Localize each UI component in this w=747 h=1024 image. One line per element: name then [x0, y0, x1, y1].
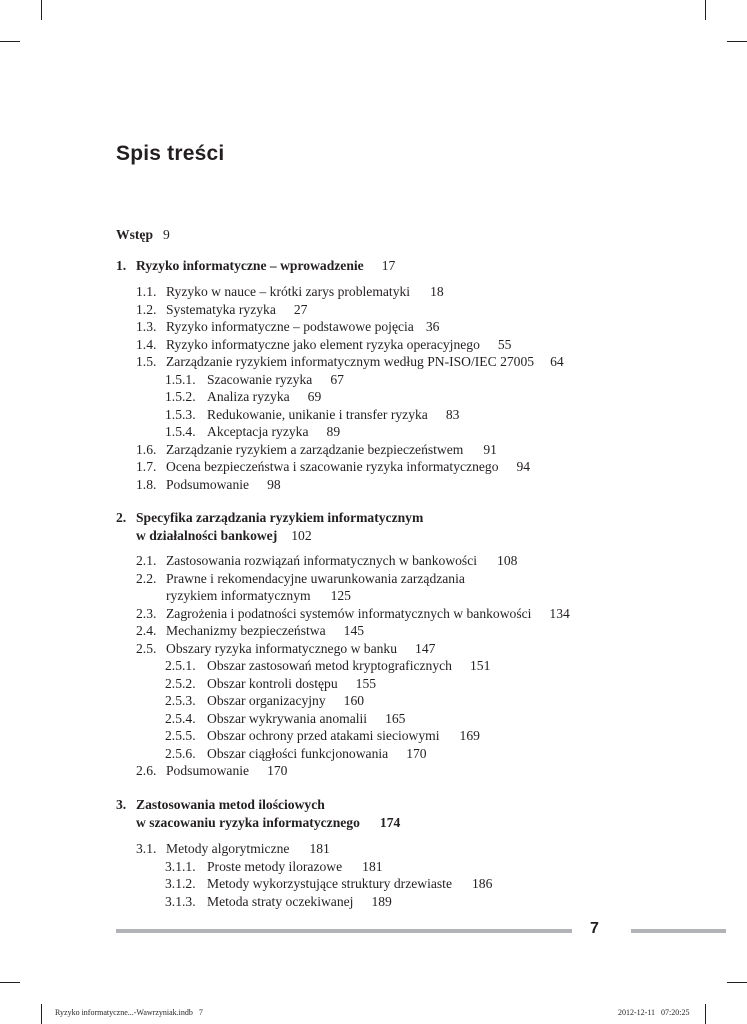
- entry-page: 91: [483, 441, 497, 457]
- toc-entry: [136, 476, 281, 494]
- chapter-number: 1.: [116, 258, 127, 273]
- entry-page: 151: [469, 658, 491, 673]
- entry-title: Podsumowanie: [166, 476, 250, 492]
- entry-number: 2.5.5.: [165, 728, 196, 743]
- toc-intro-page: 9: [163, 227, 170, 242]
- toc-subentry: [165, 745, 427, 763]
- entry-title: Proste metody ilorazowe: [207, 858, 343, 874]
- entry-page: 89: [326, 424, 341, 439]
- entry-page: 189: [371, 893, 392, 909]
- toc-subentry: [165, 675, 376, 693]
- entry-title: Obszar ciągłości funkcjonowania: [207, 745, 389, 761]
- entry-page: 181: [309, 841, 330, 856]
- toc-subentry: [165, 858, 383, 876]
- toc-chapter-2-cont: [136, 527, 312, 545]
- entry-page: 170: [406, 745, 427, 761]
- entry-number: 2.4.: [136, 623, 157, 638]
- toc-entry: [136, 622, 364, 640]
- entry-title: Ryzyko informatyczne jako element ryzyka operacyjnego: [166, 336, 480, 352]
- toc-entry: [136, 570, 465, 588]
- entry-page: 160: [343, 693, 365, 708]
- chapter-title: Zastosowania metod ilościowych: [136, 797, 325, 812]
- entry-number: 1.5.2.: [165, 389, 196, 404]
- entry-title: Zarządzanie ryzykiem informatycznym według PN-ISO/IEC 27005: [166, 354, 535, 369]
- entry-page: 55: [497, 336, 512, 352]
- entry-title: Szacowanie ryzyka: [207, 371, 313, 387]
- crop-mark: [705, 0, 706, 20]
- entry-number: 2.2.: [136, 570, 157, 586]
- entry-title: Ryzyko w nauce – krótki zarys problematyki: [166, 284, 411, 299]
- entry-page: 186: [472, 876, 493, 891]
- toc-subentry: [165, 657, 490, 675]
- entry-page: 108: [497, 553, 518, 568]
- entry-number: 1.5.4.: [165, 424, 196, 439]
- entry-title: Prawne i rekomendacyjne uwarunkowania zarządzania: [166, 570, 465, 586]
- entry-title: Obszar organizacyjny: [207, 693, 326, 708]
- toc-chapter-2: [116, 509, 423, 527]
- toc-subentry: [165, 710, 405, 728]
- entry-page: 169: [459, 728, 480, 743]
- slug-file: Ryzyko informatyczne...-Wawrzyniak.indb 7: [55, 1008, 203, 1017]
- entry-page: 165: [385, 710, 406, 726]
- entry-number: 3.1.2.: [165, 876, 196, 891]
- entry-page: 83: [445, 406, 460, 422]
- chapter-title: Ryzyko informatyczne – wprowadzenie: [136, 258, 364, 273]
- entry-number: 1.5.: [136, 354, 157, 369]
- toc-subentry: [165, 371, 344, 389]
- crop-mark: [727, 982, 747, 983]
- entry-title: Obszar zastosowań metod kryptograficznych: [207, 658, 452, 673]
- entry-page: 125: [330, 588, 351, 603]
- entry-number: 2.5.4.: [165, 710, 196, 726]
- entry-title: Mechanizmy bezpieczeństwa: [166, 623, 326, 638]
- entry-title: Metoda straty oczekiwanej: [207, 893, 354, 909]
- crop-mark: [41, 0, 42, 20]
- toc-subentry: [165, 406, 459, 424]
- entry-title: Metody algorytmiczne: [166, 841, 290, 856]
- entry-number: 1.5.3.: [165, 406, 196, 422]
- toc-entry: [136, 353, 564, 371]
- chapter-page: 174: [379, 814, 401, 830]
- entry-title: Ryzyko informatyczne – podstawowe pojęcia: [166, 319, 414, 334]
- entry-number: 1.1.: [136, 284, 157, 299]
- toc-intro-label: Wstęp: [116, 227, 154, 242]
- entry-title: Ocena bezpieczeństwa i szacowanie ryzyka informatycznego: [166, 459, 499, 474]
- entry-title: Systematyka ryzyka: [166, 301, 276, 317]
- toc-entry: [136, 336, 511, 354]
- toc-entry: [136, 301, 307, 319]
- chapter-title: Specyfika zarządzania ryzykiem informatycznym: [136, 510, 424, 525]
- toc-subentry: [165, 423, 340, 441]
- entry-number: 1.2.: [136, 301, 157, 317]
- entry-title: Zastosowania rozwiązań informatycznych w bankowości: [166, 553, 478, 568]
- toc-chapter-1: [116, 257, 395, 275]
- toc-entry: [136, 640, 435, 658]
- entry-number: 2.5.6.: [165, 745, 196, 761]
- entry-number: 2.5.3.: [165, 693, 196, 708]
- entry-number: 1.7.: [136, 459, 157, 474]
- toc-entry: [136, 840, 330, 858]
- page-number: 7: [590, 920, 599, 937]
- entry-number: 3.1.1.: [165, 858, 196, 874]
- entry-page: 155: [355, 675, 377, 691]
- entry-title: Obszary ryzyka informatycznego w banku: [166, 640, 398, 656]
- toc-entry-cont: [166, 587, 351, 605]
- chapter-number: 3.: [116, 797, 127, 812]
- entry-page: 94: [516, 459, 531, 474]
- crop-mark: [0, 41, 20, 42]
- entry-page: 170: [267, 763, 288, 778]
- toc-subentry: [165, 875, 492, 893]
- entry-page: 69: [307, 389, 322, 404]
- entry-number: 2.3.: [136, 605, 157, 621]
- toc-entry: [136, 458, 530, 476]
- toc-chapter-3: [116, 796, 325, 814]
- entry-title: Obszar ochrony przed atakami sieciowymi: [207, 728, 440, 743]
- entry-number: 3.1.3.: [165, 893, 196, 909]
- toc-subentry: [165, 692, 364, 710]
- toc-entry: [136, 283, 444, 301]
- entry-title: Metody wykorzystujące struktury drzewiaste: [207, 876, 452, 891]
- crop-mark: [705, 1004, 706, 1024]
- entry-number: 2.5.: [136, 640, 157, 656]
- entry-page: 18: [430, 284, 444, 299]
- entry-title: Podsumowanie: [166, 763, 250, 778]
- entry-title: Akceptacja ryzyka: [207, 424, 309, 439]
- crop-mark: [41, 1004, 42, 1024]
- chapter-title-cont: w szacowaniu ryzyka informatycznego: [136, 814, 360, 830]
- toc-entry: [136, 552, 517, 570]
- toc-entry: [136, 762, 287, 780]
- entry-number: 2.5.2.: [165, 675, 196, 691]
- toc-intro: [116, 226, 170, 244]
- entry-page: 134: [549, 605, 570, 621]
- entry-title: Zarządzanie ryzykiem a zarządzanie bezpieczeństwem: [166, 441, 464, 457]
- toc-entry: [136, 318, 439, 336]
- page-title: Spis treści: [116, 142, 225, 165]
- entry-page: 67: [330, 371, 344, 387]
- entry-page: 36: [425, 319, 440, 334]
- entry-title: Obszar kontroli dostępu: [207, 675, 338, 691]
- entry-page: 98: [267, 476, 281, 492]
- entry-number: 3.1.: [136, 841, 157, 856]
- chapter-page: 17: [381, 258, 396, 273]
- entry-number: 1.6.: [136, 441, 157, 457]
- entry-number: 2.1.: [136, 553, 157, 568]
- entry-title: Obszar wykrywania anomalii: [207, 710, 368, 726]
- toc-subentry: [165, 727, 480, 745]
- entry-number: 2.5.1.: [165, 658, 196, 673]
- toc-subentry: [165, 388, 321, 406]
- entry-page: 27: [293, 301, 308, 317]
- chapter-title-cont: w działalności bankowej: [136, 527, 278, 543]
- entry-number: 1.8.: [136, 476, 157, 492]
- entry-title: Zagrożenia i podatności systemów informatycznych w bankowości: [166, 605, 532, 621]
- toc-chapter-3-cont: [136, 814, 400, 832]
- entry-title-cont: ryzykiem informatycznym: [166, 588, 311, 603]
- entry-page: 147: [415, 640, 436, 656]
- chapter-page: 102: [291, 527, 312, 543]
- entry-number: 2.6.: [136, 763, 157, 778]
- entry-number: 1.5.1.: [165, 371, 196, 387]
- entry-page: 64: [550, 354, 564, 369]
- chapter-number: 2.: [116, 510, 127, 525]
- entry-title: Analiza ryzyka: [207, 389, 290, 404]
- slug-timestamp: 2012-12-11 07:20:25: [618, 1008, 690, 1017]
- entry-title: Redukowanie, unikanie i transfer ryzyka: [207, 406, 428, 422]
- toc-entry: [136, 441, 497, 459]
- crop-mark: [0, 982, 20, 983]
- toc-subentry: [165, 893, 392, 911]
- entry-number: 1.3.: [136, 319, 157, 334]
- entry-page: 145: [343, 623, 365, 638]
- footer-rule-right: [631, 929, 726, 933]
- entry-page: 181: [362, 858, 383, 874]
- entry-number: 1.4.: [136, 336, 157, 352]
- crop-mark: [727, 41, 747, 42]
- toc-entry: [136, 605, 570, 623]
- footer-rule-left: [116, 929, 572, 933]
